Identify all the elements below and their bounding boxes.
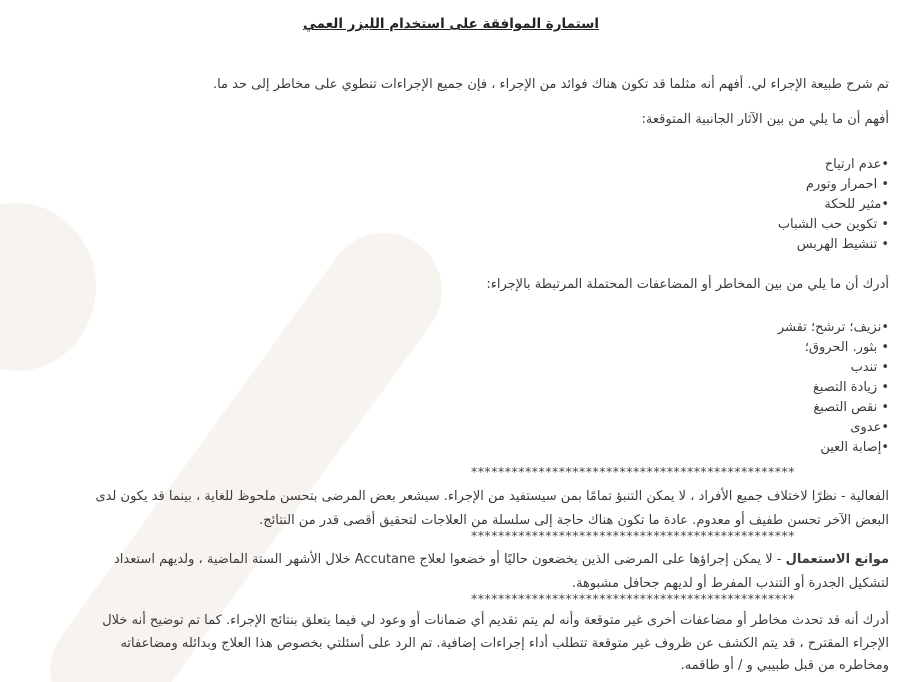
list-item: •مثير للحكة xyxy=(824,197,889,212)
list-item: • زيادة التصبغ xyxy=(812,380,889,395)
list-item: •عدوى xyxy=(850,420,889,435)
separator-line: ************************************************ xyxy=(471,464,795,479)
separator-line: ************************************************ xyxy=(471,591,795,606)
acknowledgement-paragraph: أدرك أنه قد تحدث مخاطر أو مضاعفات أخرى غير متوقعة وأنه لم يتم تقديم أي ضمانات أو وعود لي فيما يتعلق بنتائج الإجراء. كما تم توضيح أنه خلال الإجراء المقترح ، قد يتم الكشف عن ظروف غير متوقعة تتطلب أداء إجراءات إضافية. تم الرد على أسئلتي بخصوص هذا العلاج وبدائله ومضاعفاته ومخاطره من قبل طبيبي و / أو طاقمه. xyxy=(102,613,889,673)
list-item: •إصابة العين xyxy=(820,440,889,455)
side-effects-list xyxy=(85,155,889,255)
list-item: • بثور. الحروق؛ xyxy=(804,340,889,355)
side-effects-heading: أفهم أن ما يلي من بين الآثار الجانبية المتوقعة: xyxy=(641,112,889,127)
effectiveness-paragraph: الفعالية - نظرًا لاختلاف جميع الأفراد ، لا يمكن التنبؤ تمامًا بمن سيستفيد من الإجراء. سيشعر بعض المرضى بتحسن ملحوظ للغاية ، بينما قد يكون لدى البعض الآخر تحسن طفيف أو معدوم. عادة ما تكون هناك حاجة إلى سلسلة من العلاجات لتحقيق أقصى قدر من النتائج. xyxy=(95,489,889,528)
risks-list xyxy=(85,318,889,458)
list-item: •عدم ارتياح xyxy=(824,157,889,172)
watermark-blob xyxy=(0,203,96,371)
page-title-text: استمارة الموافقة على استخدام الليزر العمي xyxy=(302,16,600,32)
risks-heading: أدرك أن ما يلي من بين المخاطر أو المضاعفات المحتملة المرتبطة بالإجراء: xyxy=(486,277,889,292)
contraindications-paragraph xyxy=(85,548,889,595)
list-item: • تنشيط الهربس xyxy=(796,237,889,252)
page-title xyxy=(0,14,902,34)
list-item: • نقص التصبغ xyxy=(813,400,889,415)
list-item: •نزيف؛ ترشح؛ تقشر xyxy=(777,320,889,335)
contraindications-text: - لا يمكن إجراؤها على المرضى الذين يخضعون حاليًا أو خضعوا لعلاج Accutane خلال الأشهر الستة الماضية ، ولديهم استعداد لتشكيل الجدرة أو التندب المفرط أو لديهم جحافل مشبوهة. xyxy=(114,552,889,591)
list-item: • تندب xyxy=(850,360,889,375)
separator-line: ************************************************ xyxy=(471,528,795,543)
contraindications-label: موانع الاستعمال xyxy=(785,552,889,567)
list-item: • تكوين حب الشباب xyxy=(777,217,889,232)
list-item: • احمرار وتورم xyxy=(805,177,889,192)
intro-paragraph: تم شرح طبيعة الإجراء لي. أفهم أنه مثلما قد تكون هناك فوائد من الإجراء ، فإن جميع الإجراءات تنطوي على مخاطر إلى حد ما. xyxy=(212,77,889,92)
